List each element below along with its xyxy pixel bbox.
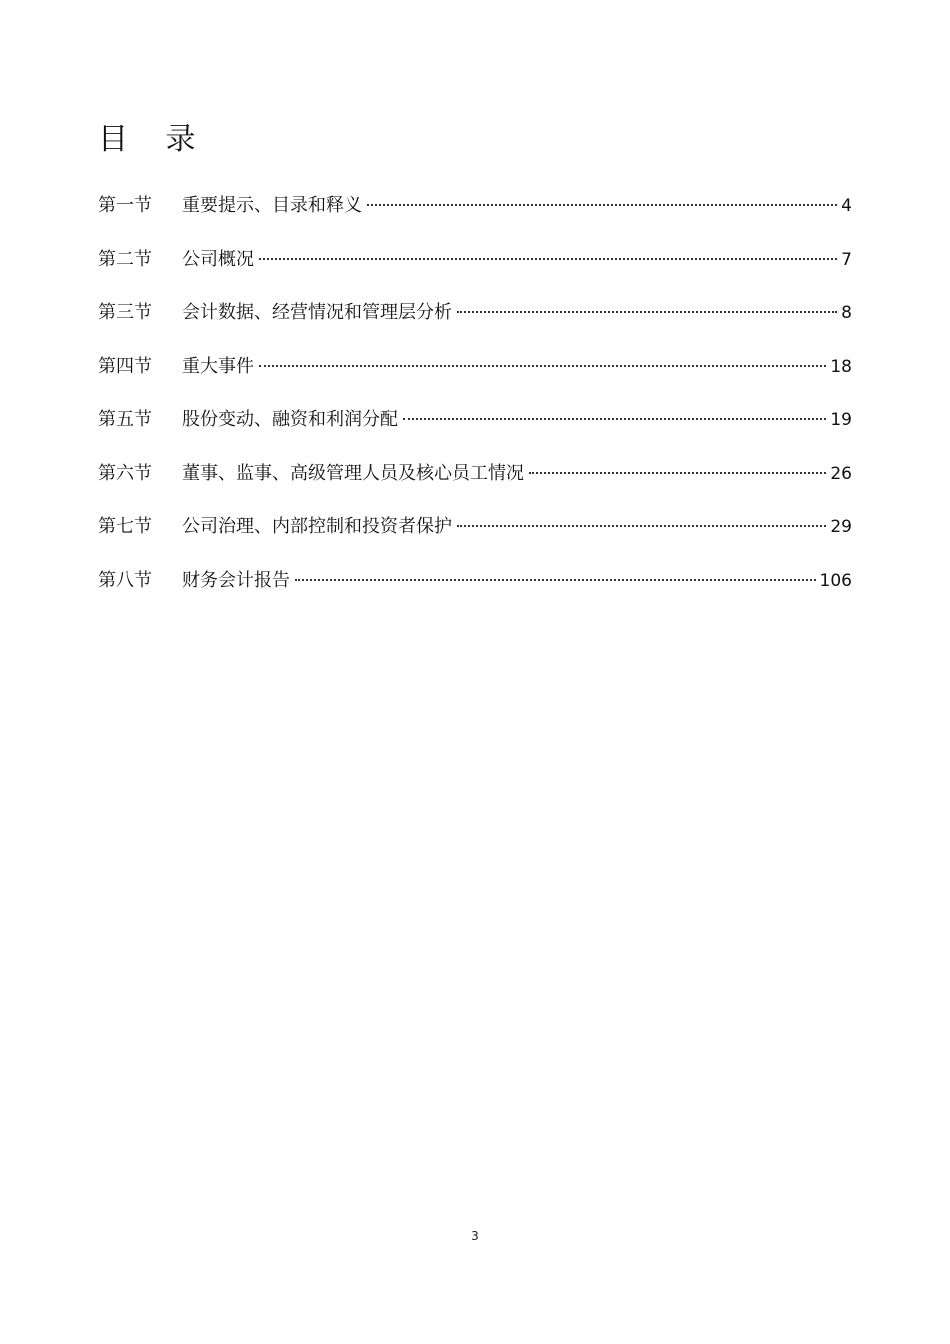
toc-section-label: 第六节 [98,462,152,484]
toc-section-label: 第一节 [98,195,152,216]
toc-entry-8[interactable] [98,567,852,621]
toc-dot-leader [259,258,837,260]
toc-section-title: 重大事件 [182,355,254,377]
page-footer-number: 3 [471,1229,479,1243]
toc-page-number: 7 [841,249,852,270]
toc-section-label: 第七节 [98,516,152,537]
toc-section-title: 重要提示、目录和释义 [182,195,362,216]
toc-entry-1[interactable] [98,192,852,246]
toc-page-number: 29 [830,517,852,537]
toc-entry-6[interactable] [98,460,852,514]
toc-page-number: 18 [830,356,852,377]
toc-dot-leader [403,418,826,420]
toc-page-number: 4 [841,196,852,216]
toc-dot-leader [367,204,837,206]
toc-dot-leader [529,472,826,474]
toc-dot-leader [295,579,816,581]
toc-dot-leader [457,311,837,313]
toc-entry-4[interactable] [98,353,852,407]
toc-section-label: 第三节 [98,302,152,323]
toc-section-title: 董事、监事、高级管理人员及核心员工情况 [182,462,524,484]
toc-dot-leader [259,365,826,367]
toc-entry-7[interactable] [98,513,852,567]
toc-section-title: 股份变动、融资和利润分配 [182,409,398,430]
toc-page-number: 106 [819,570,852,591]
toc-section-label: 第八节 [98,569,152,591]
toc-list [98,192,852,620]
toc-entry-5[interactable] [98,406,852,460]
toc-section-label: 第四节 [98,355,152,377]
toc-entry-2[interactable] [98,246,852,300]
toc-section-title: 公司概况 [182,248,254,270]
toc-section-title: 财务会计报告 [182,569,290,591]
toc-page-number: 26 [830,463,852,484]
toc-page-number: 8 [841,303,852,323]
toc-title: 目 录 [98,122,210,157]
toc-dot-leader [457,525,826,527]
toc-section-label: 第五节 [98,409,152,430]
toc-section-label: 第二节 [98,248,152,270]
toc-entry-3[interactable] [98,299,852,353]
toc-section-title: 会计数据、经营情况和管理层分析 [182,302,452,323]
toc-page-number: 19 [830,410,852,430]
toc-section-title: 公司治理、内部控制和投资者保护 [182,516,452,537]
